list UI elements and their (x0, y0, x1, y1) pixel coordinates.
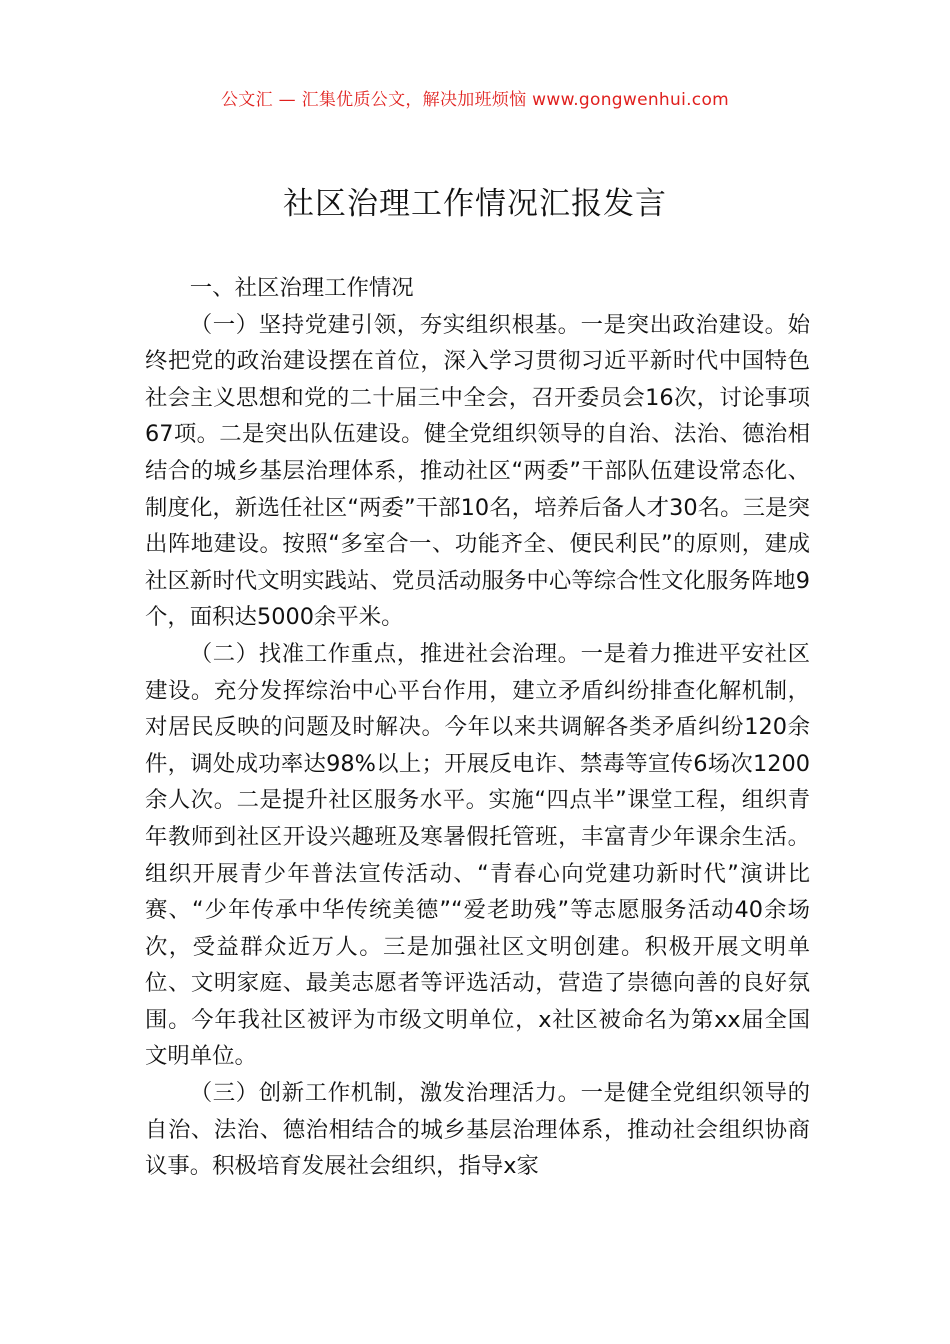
section-heading: 一、社区治理工作情况 (189, 275, 414, 301)
paragraph: （三）创新工作机制，激发治理活力。一是健全党组织领导的自治、法治、德治相结合的城乡基层治理体系，推动社会组织协商议事。积极培育发展社会组织，指导x家 (145, 1080, 810, 1180)
watermark-header: 公文汇 — 汇集优质公文，解决加班烦恼 www.gongwenhui.com (220, 90, 730, 110)
paragraph: （一）坚持党建引领，夯实组织根基。一是突出政治建设。始终把党的政治建设摆在首位，深入学习贯彻习近平新时代中国特色社会主义思想和党的二十届三中全会，召开委员会16次，讨论事项67项。二是突出队伍建设。健全党组织领导的自治、法治、德治相结合的城乡基层治理体系，推动社区“两委”干部队伍建设常态化、制度化，新选任社区“两委”干部10名，培养后备人才30名。三是突出阵地建设。按照“多室合一、功能齐全、便民利民”的原则，建成社区新时代文明实践站、党员活动服务中心等综合性文化服务阵地9个，面积达5000余平米。 (145, 311, 810, 631)
document-title: 社区治理工作情况汇报发言 (283, 186, 667, 222)
paragraph: （二）找准工作重点，推进社会治理。一是着力推进平安社区建设。充分发挥综治中心平台作用，建立矛盾纠纷排查化解机制，对居民反映的问题及时解决。今年以来共调解各类矛盾纠纷120余件，调处成功率达98%以上；开展反电诈、禁毒等宣传6场次1200余人次。二是提升社区服务水平。实施“四点半”课堂工程，组织青年教师到社区开设兴趣班及寒暑假托管班，丰富青少年课余生活。组织开展青少年普法宣传活动、“青春心向党建功新时代”演讲比赛、“少年传承中华传统美德”“爱老助残”等志愿服务活动40余场次，受益群众近万人。三是加强社区文明创建。积极开展文明单位、文明家庭、最美志愿者等评选活动，营造了崇德向善的良好氛围。今年我社区被评为市级文明单位，x社区被命名为第xx届全国文明单位。 (145, 640, 810, 1070)
document-body (145, 270, 810, 1185)
